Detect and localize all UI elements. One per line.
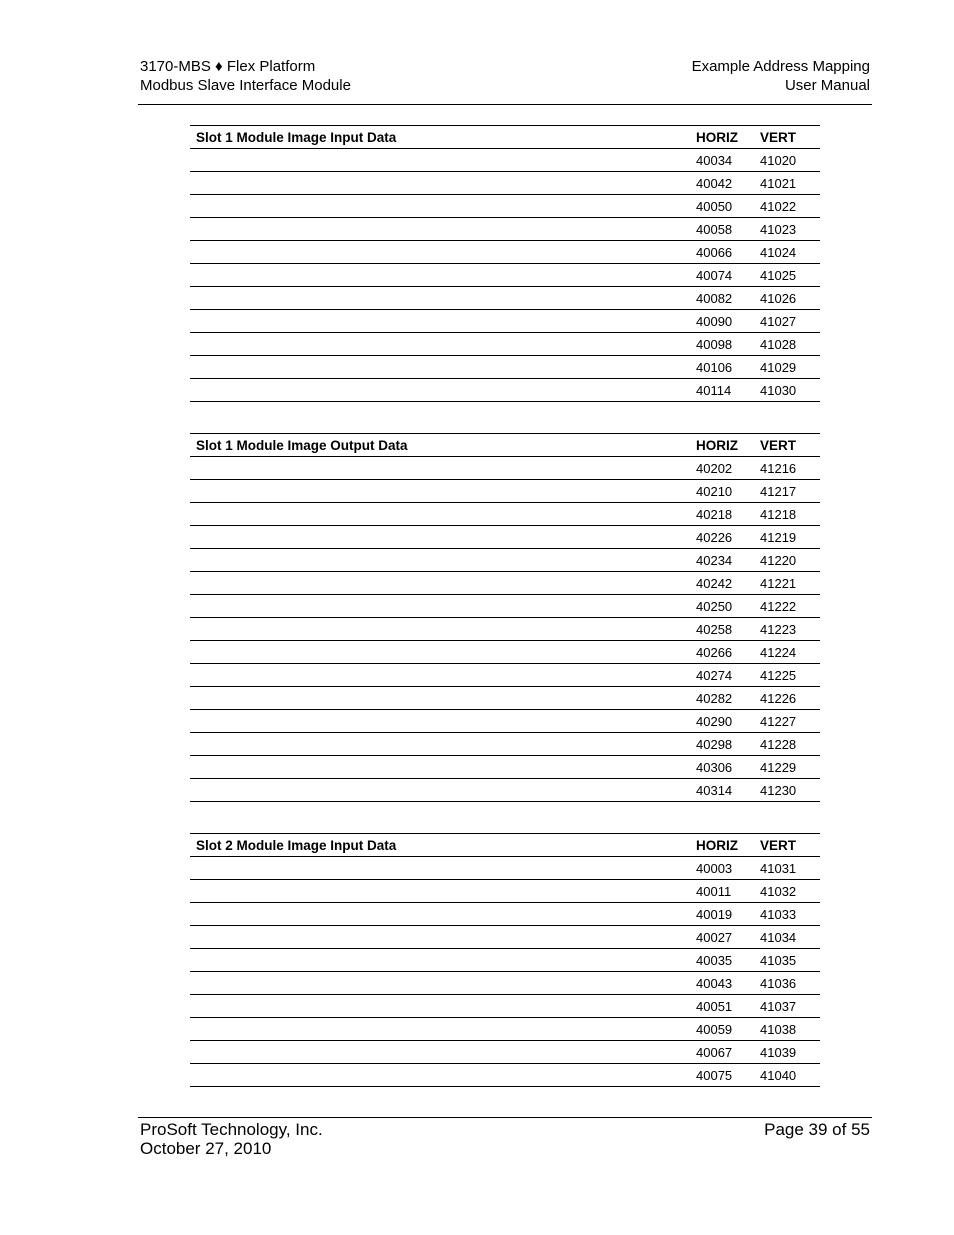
horiz-address: 40306 bbox=[696, 759, 733, 775]
vert-address: 41035 bbox=[760, 952, 797, 968]
vert-address: 41037 bbox=[760, 998, 797, 1014]
horiz-address: 40234 bbox=[696, 552, 733, 568]
vert-address: 41227 bbox=[760, 713, 797, 729]
section-title: Example Address Mapping bbox=[691, 58, 870, 75]
table-row bbox=[190, 525, 820, 548]
table-row bbox=[190, 332, 820, 355]
horiz-address: 40066 bbox=[696, 244, 733, 260]
horiz-address: 40274 bbox=[696, 667, 733, 683]
horiz-address: 40074 bbox=[696, 267, 733, 283]
horiz-address: 40282 bbox=[696, 690, 733, 706]
vert-address: 41224 bbox=[760, 644, 797, 660]
column-header-horiz: HORIZ bbox=[696, 129, 738, 145]
horiz-address: 40019 bbox=[696, 906, 733, 922]
horiz-address: 40098 bbox=[696, 336, 733, 352]
vert-address: 41026 bbox=[760, 290, 797, 306]
table-row bbox=[190, 778, 820, 802]
publish-date: October 27, 2010 bbox=[140, 1139, 272, 1158]
column-header-vert: VERT bbox=[760, 437, 797, 453]
table-row bbox=[190, 732, 820, 755]
column-header-horiz: HORIZ bbox=[696, 437, 738, 453]
horiz-address: 40051 bbox=[696, 998, 733, 1014]
horiz-address: 40114 bbox=[696, 382, 732, 398]
vert-address: 41230 bbox=[760, 782, 797, 798]
page-footer-left bbox=[140, 1120, 323, 1158]
horiz-address: 40082 bbox=[696, 290, 733, 306]
horiz-address: 40075 bbox=[696, 1067, 733, 1083]
table-row bbox=[190, 663, 820, 686]
slot1-input-table bbox=[190, 125, 820, 402]
horiz-address: 40042 bbox=[696, 175, 733, 191]
vert-address: 41033 bbox=[760, 906, 797, 922]
table-row bbox=[190, 617, 820, 640]
horiz-address: 40059 bbox=[696, 1021, 733, 1037]
horiz-address: 40067 bbox=[696, 1044, 733, 1060]
horiz-address: 40290 bbox=[696, 713, 733, 729]
vert-address: 41223 bbox=[760, 621, 797, 637]
horiz-address: 40242 bbox=[696, 575, 733, 591]
company-name: ProSoft Technology, Inc. bbox=[140, 1120, 323, 1139]
table-title: Slot 1 Module Image Output Data bbox=[196, 437, 408, 453]
vert-address: 41029 bbox=[760, 359, 797, 375]
table-row bbox=[190, 925, 820, 948]
vert-address: 41226 bbox=[760, 690, 797, 706]
table-row bbox=[190, 479, 820, 502]
table-row bbox=[190, 571, 820, 594]
table-row bbox=[190, 1063, 820, 1087]
horiz-address: 40258 bbox=[696, 621, 733, 637]
table-row bbox=[190, 548, 820, 571]
page-number: Page 39 of 55 bbox=[764, 1120, 870, 1139]
vert-address: 41217 bbox=[760, 483, 797, 499]
vert-address: 41034 bbox=[760, 929, 797, 945]
vert-address: 41021 bbox=[760, 175, 797, 191]
table-row bbox=[190, 686, 820, 709]
table-row bbox=[190, 755, 820, 778]
manual-name: User Manual bbox=[784, 77, 870, 94]
vert-address: 41218 bbox=[760, 506, 797, 522]
vert-address: 41039 bbox=[760, 1044, 797, 1060]
horiz-address: 40003 bbox=[696, 860, 733, 876]
vert-address: 41229 bbox=[760, 759, 797, 775]
table-row bbox=[190, 594, 820, 617]
table-row bbox=[190, 456, 820, 479]
horiz-address: 40090 bbox=[696, 313, 733, 329]
table-row bbox=[190, 194, 820, 217]
table-row bbox=[190, 994, 820, 1017]
footer-divider bbox=[138, 1117, 872, 1118]
slot2-input-table bbox=[190, 833, 820, 1087]
horiz-address: 40043 bbox=[696, 975, 733, 991]
table-row bbox=[190, 709, 820, 732]
slot1-output-table bbox=[190, 433, 820, 802]
column-header-vert: VERT bbox=[760, 129, 797, 145]
horiz-address: 40106 bbox=[696, 359, 733, 375]
table-row bbox=[190, 286, 820, 309]
horiz-address: 40027 bbox=[696, 929, 733, 945]
vert-address: 41216 bbox=[760, 460, 797, 476]
table-row bbox=[190, 217, 820, 240]
table-row bbox=[190, 1017, 820, 1040]
table-row bbox=[190, 309, 820, 332]
horiz-address: 40314 bbox=[696, 782, 733, 798]
horiz-address: 40011 bbox=[696, 883, 732, 899]
vert-address: 41030 bbox=[760, 382, 797, 398]
vert-address: 41024 bbox=[760, 244, 797, 260]
module-name: Modbus Slave Interface Module bbox=[140, 77, 351, 94]
header-divider bbox=[138, 104, 872, 105]
vert-address: 41040 bbox=[760, 1067, 797, 1083]
table-row bbox=[190, 971, 820, 994]
vert-address: 41028 bbox=[760, 336, 797, 352]
table-title: Slot 2 Module Image Input Data bbox=[196, 837, 397, 853]
vert-address: 41025 bbox=[760, 267, 797, 283]
vert-address: 41020 bbox=[760, 152, 797, 168]
vert-address: 41032 bbox=[760, 883, 797, 899]
vert-address: 41036 bbox=[760, 975, 797, 991]
table-row bbox=[190, 948, 820, 971]
table-row bbox=[190, 355, 820, 378]
vert-address: 41022 bbox=[760, 198, 797, 214]
horiz-address: 40058 bbox=[696, 221, 733, 237]
vert-address: 41219 bbox=[760, 529, 797, 545]
page-header-left bbox=[140, 57, 351, 95]
horiz-address: 40202 bbox=[696, 460, 733, 476]
table-row bbox=[190, 263, 820, 286]
table-header-row bbox=[190, 433, 820, 456]
horiz-address: 40266 bbox=[696, 644, 733, 660]
horiz-address: 40034 bbox=[696, 152, 733, 168]
vert-address: 41023 bbox=[760, 221, 797, 237]
table-title: Slot 1 Module Image Input Data bbox=[196, 129, 397, 145]
table-row bbox=[190, 640, 820, 663]
horiz-address: 40298 bbox=[696, 736, 733, 752]
table-row bbox=[190, 171, 820, 194]
table-row bbox=[190, 148, 820, 171]
horiz-address: 40226 bbox=[696, 529, 733, 545]
vert-address: 41221 bbox=[760, 575, 797, 591]
table-row bbox=[190, 378, 820, 402]
horiz-address: 40035 bbox=[696, 952, 733, 968]
vert-address: 41031 bbox=[760, 860, 797, 876]
table-row bbox=[190, 502, 820, 525]
vert-address: 41038 bbox=[760, 1021, 797, 1037]
horiz-address: 40250 bbox=[696, 598, 733, 614]
table-header-row bbox=[190, 125, 820, 148]
table-row bbox=[190, 1040, 820, 1063]
table-row bbox=[190, 879, 820, 902]
product-name: 3170-MBS ♦ Flex Platform bbox=[140, 58, 316, 75]
vert-address: 41222 bbox=[760, 598, 797, 614]
table-row bbox=[190, 902, 820, 925]
vert-address: 41220 bbox=[760, 552, 797, 568]
column-header-vert: VERT bbox=[760, 837, 797, 853]
horiz-address: 40218 bbox=[696, 506, 733, 522]
table-header-row bbox=[190, 833, 820, 856]
vert-address: 41027 bbox=[760, 313, 797, 329]
vert-address: 41225 bbox=[760, 667, 797, 683]
horiz-address: 40050 bbox=[696, 198, 733, 214]
page-header-right bbox=[692, 57, 870, 95]
table-row bbox=[190, 856, 820, 879]
column-header-horiz: HORIZ bbox=[696, 837, 738, 853]
vert-address: 41228 bbox=[760, 736, 797, 752]
horiz-address: 40210 bbox=[696, 483, 733, 499]
table-row bbox=[190, 240, 820, 263]
